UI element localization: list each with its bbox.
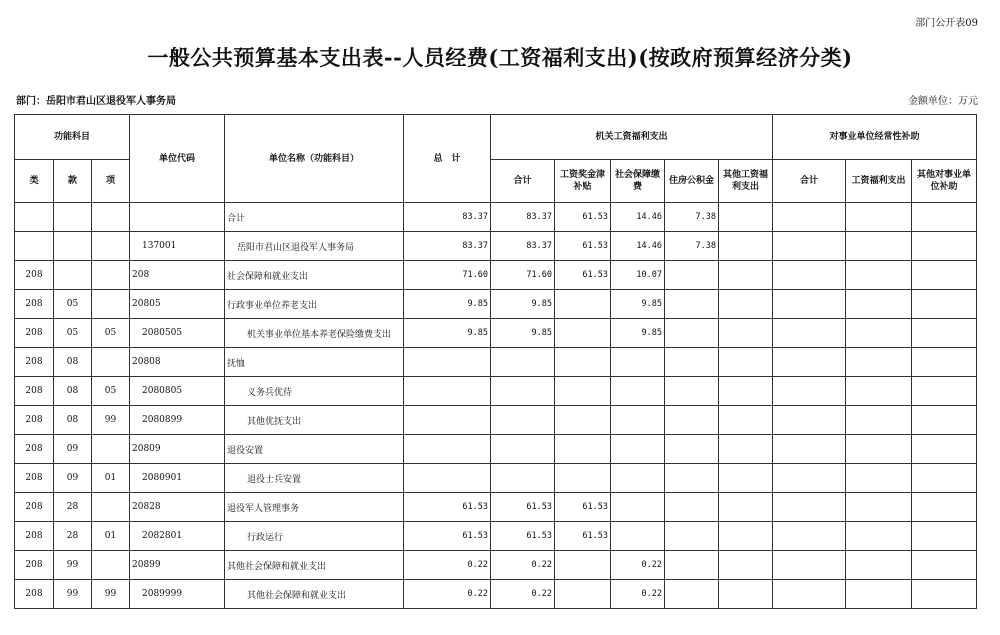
table-row xyxy=(15,377,977,406)
header-org-other: 其他工资福利支出 xyxy=(719,160,773,203)
cell-xiang: 05 xyxy=(92,319,130,348)
header-total: 总 计 xyxy=(404,115,491,203)
cell-lei: 208 xyxy=(15,377,54,406)
cell-org-other xyxy=(719,406,773,435)
cell-unit-name: 行政事业单位养老支出 xyxy=(225,290,404,319)
cell-total: 61.53 xyxy=(404,493,491,522)
cell-org-housing xyxy=(665,493,719,522)
cell-xiang xyxy=(92,348,130,377)
cell-org-other xyxy=(719,435,773,464)
cell-org-other xyxy=(719,580,773,609)
cell-org-other xyxy=(719,203,773,232)
cell-unit-name: 合计 xyxy=(225,203,404,232)
cell-xiang: 99 xyxy=(92,406,130,435)
cell-lei: 208 xyxy=(15,261,54,290)
cell-kuan xyxy=(54,261,92,290)
cell-xiang xyxy=(92,290,130,319)
table-row xyxy=(15,551,977,580)
cell-org-subtotal: 61.53 xyxy=(491,522,555,551)
cell-org-housing: 7.38 xyxy=(665,232,719,261)
cell-pub-salary xyxy=(846,319,912,348)
cell-unit-code: 20828 xyxy=(130,493,225,522)
cell-pub-salary xyxy=(846,580,912,609)
cell-xiang: 05 xyxy=(92,377,130,406)
cell-unit-code: 208 xyxy=(130,261,225,290)
cell-org-social: 9.85 xyxy=(611,290,665,319)
cell-org-housing xyxy=(665,377,719,406)
cell-total xyxy=(404,348,491,377)
cell-pub-subtotal xyxy=(773,522,846,551)
cell-unit-name: 其他社会保障和就业支出 xyxy=(225,580,404,609)
cell-pub-salary xyxy=(846,348,912,377)
cell-pub-other xyxy=(912,319,977,348)
amount-unit-label: 金额单位：万元 xyxy=(908,96,978,107)
cell-org-social xyxy=(611,493,665,522)
cell-org-social xyxy=(611,348,665,377)
cell-org-subtotal: 9.85 xyxy=(491,319,555,348)
cell-org-other xyxy=(719,551,773,580)
cell-org-other xyxy=(719,493,773,522)
budget-table xyxy=(14,114,977,609)
cell-org-housing xyxy=(665,522,719,551)
cell-org-housing xyxy=(665,319,719,348)
cell-org-subtotal: 83.37 xyxy=(491,232,555,261)
cell-org-subtotal: 0.22 xyxy=(491,551,555,580)
cell-org-social: 0.22 xyxy=(611,580,665,609)
cell-org-salary xyxy=(555,319,611,348)
cell-xiang: 01 xyxy=(92,522,130,551)
cell-org-social: 0.22 xyxy=(611,551,665,580)
cell-org-subtotal: 71.60 xyxy=(491,261,555,290)
table-row xyxy=(15,522,977,551)
cell-total xyxy=(404,406,491,435)
cell-xiang xyxy=(92,232,130,261)
cell-pub-salary xyxy=(846,464,912,493)
header-pub-group: 对事业单位经常性补助 xyxy=(773,115,977,160)
cell-pub-other xyxy=(912,580,977,609)
cell-pub-salary xyxy=(846,290,912,319)
cell-total xyxy=(404,377,491,406)
cell-pub-subtotal xyxy=(773,203,846,232)
cell-org-salary: 61.53 xyxy=(555,261,611,290)
cell-unit-code: 20808 xyxy=(130,348,225,377)
cell-org-subtotal xyxy=(491,435,555,464)
cell-org-housing xyxy=(665,464,719,493)
cell-xiang xyxy=(92,261,130,290)
header-pub-subtotal: 合计 xyxy=(773,160,846,203)
cell-org-salary xyxy=(555,377,611,406)
cell-org-subtotal: 61.53 xyxy=(491,493,555,522)
cell-pub-other xyxy=(912,232,977,261)
cell-unit-name: 社会保障和就业支出 xyxy=(225,261,404,290)
cell-org-salary xyxy=(555,580,611,609)
cell-unit-code: 20805 xyxy=(130,290,225,319)
cell-pub-salary xyxy=(846,377,912,406)
cell-org-subtotal xyxy=(491,406,555,435)
cell-pub-salary xyxy=(846,261,912,290)
cell-kuan: 28 xyxy=(54,493,92,522)
cell-org-salary xyxy=(555,464,611,493)
header-org-group: 机关工资福利支出 xyxy=(491,115,773,160)
cell-pub-salary xyxy=(846,493,912,522)
cell-unit-code: 137001 xyxy=(130,232,225,261)
cell-kuan: 08 xyxy=(54,406,92,435)
cell-kuan: 08 xyxy=(54,348,92,377)
cell-unit-name: 行政运行 xyxy=(225,522,404,551)
header-xiang: 项 xyxy=(92,160,130,203)
table-row xyxy=(15,232,977,261)
cell-org-social: 9.85 xyxy=(611,319,665,348)
cell-kuan: 05 xyxy=(54,290,92,319)
cell-pub-subtotal xyxy=(773,551,846,580)
cell-xiang xyxy=(92,493,130,522)
cell-unit-name: 退役军人管理事务 xyxy=(225,493,404,522)
cell-org-social xyxy=(611,377,665,406)
cell-lei: 208 xyxy=(15,551,54,580)
cell-unit-name: 机关事业单位基本养老保险缴费支出 xyxy=(225,319,404,348)
cell-org-subtotal: 0.22 xyxy=(491,580,555,609)
cell-unit-code: 2080805 xyxy=(130,377,225,406)
cell-pub-subtotal xyxy=(773,290,846,319)
cell-total: 0.22 xyxy=(404,551,491,580)
cell-kuan: 99 xyxy=(54,551,92,580)
cell-org-social: 14.46 xyxy=(611,203,665,232)
header-org-social: 社会保障缴费 xyxy=(611,160,665,203)
cell-pub-other xyxy=(912,406,977,435)
cell-org-housing xyxy=(665,580,719,609)
cell-org-other xyxy=(719,290,773,319)
cell-org-housing xyxy=(665,435,719,464)
cell-unit-name: 退役安置 xyxy=(225,435,404,464)
cell-pub-subtotal xyxy=(773,493,846,522)
cell-lei xyxy=(15,203,54,232)
cell-kuan: 99 xyxy=(54,580,92,609)
header-lei: 类 xyxy=(15,160,54,203)
table-row xyxy=(15,319,977,348)
table-row xyxy=(15,493,977,522)
cell-lei: 208 xyxy=(15,435,54,464)
cell-org-other xyxy=(719,261,773,290)
department-label: 部门：岳阳市君山区退役军人事务局 xyxy=(16,96,176,107)
cell-org-other xyxy=(719,522,773,551)
table-row xyxy=(15,290,977,319)
cell-xiang xyxy=(92,551,130,580)
cell-lei: 208 xyxy=(15,406,54,435)
cell-kuan: 08 xyxy=(54,377,92,406)
cell-lei: 208 xyxy=(15,522,54,551)
cell-org-salary xyxy=(555,551,611,580)
cell-total xyxy=(404,435,491,464)
cell-org-other xyxy=(719,377,773,406)
table-row xyxy=(15,261,977,290)
cell-total xyxy=(404,464,491,493)
table-row xyxy=(15,203,977,232)
cell-total: 71.60 xyxy=(404,261,491,290)
cell-lei: 208 xyxy=(15,290,54,319)
cell-pub-subtotal xyxy=(773,406,846,435)
cell-unit-name: 抚恤 xyxy=(225,348,404,377)
cell-org-subtotal xyxy=(491,348,555,377)
cell-pub-other xyxy=(912,261,977,290)
cell-unit-code: 2080505 xyxy=(130,319,225,348)
cell-unit-code: 20899 xyxy=(130,551,225,580)
cell-total: 61.53 xyxy=(404,522,491,551)
cell-org-housing xyxy=(665,551,719,580)
cell-xiang xyxy=(92,435,130,464)
cell-pub-other xyxy=(912,203,977,232)
cell-pub-subtotal xyxy=(773,435,846,464)
cell-unit-name: 其他优抚支出 xyxy=(225,406,404,435)
cell-pub-subtotal xyxy=(773,261,846,290)
cell-org-salary xyxy=(555,406,611,435)
cell-pub-other xyxy=(912,464,977,493)
cell-unit-name: 义务兵优待 xyxy=(225,377,404,406)
table-header xyxy=(15,115,977,203)
cell-kuan: 09 xyxy=(54,435,92,464)
cell-pub-salary xyxy=(846,435,912,464)
form-code: 部门公开表09 xyxy=(915,18,978,29)
header-org-salary: 工资奖金津补贴 xyxy=(555,160,611,203)
cell-kuan xyxy=(54,203,92,232)
cell-org-other xyxy=(719,232,773,261)
cell-pub-salary xyxy=(846,232,912,261)
cell-total: 0.22 xyxy=(404,580,491,609)
cell-pub-salary xyxy=(846,522,912,551)
cell-pub-salary xyxy=(846,406,912,435)
cell-total: 83.37 xyxy=(404,232,491,261)
cell-lei: 208 xyxy=(15,580,54,609)
cell-org-other xyxy=(719,348,773,377)
cell-unit-code: 2082801 xyxy=(130,522,225,551)
table-row xyxy=(15,580,977,609)
header-org-housing: 住房公积金 xyxy=(665,160,719,203)
cell-pub-other xyxy=(912,551,977,580)
cell-kuan: 05 xyxy=(54,319,92,348)
cell-pub-other xyxy=(912,435,977,464)
cell-org-salary: 61.53 xyxy=(555,203,611,232)
cell-org-other xyxy=(719,319,773,348)
cell-org-subtotal xyxy=(491,377,555,406)
cell-pub-other xyxy=(912,522,977,551)
cell-unit-name: 其他社会保障和就业支出 xyxy=(225,551,404,580)
cell-kuan xyxy=(54,232,92,261)
table-row xyxy=(15,435,977,464)
cell-pub-subtotal xyxy=(773,464,846,493)
cell-kuan: 28 xyxy=(54,522,92,551)
header-func-subject: 功能科目 xyxy=(15,115,130,160)
cell-unit-code: 2080899 xyxy=(130,406,225,435)
cell-pub-subtotal xyxy=(773,232,846,261)
header-unit-name: 单位名称（功能科目） xyxy=(225,115,404,203)
cell-org-salary xyxy=(555,348,611,377)
cell-org-social xyxy=(611,464,665,493)
header-pub-salary: 工资福利支出 xyxy=(846,160,912,203)
cell-org-salary xyxy=(555,435,611,464)
cell-xiang: 99 xyxy=(92,580,130,609)
cell-kuan: 09 xyxy=(54,464,92,493)
cell-unit-code: 20809 xyxy=(130,435,225,464)
cell-lei: 208 xyxy=(15,464,54,493)
cell-pub-subtotal xyxy=(773,348,846,377)
cell-pub-subtotal xyxy=(773,580,846,609)
cell-pub-other xyxy=(912,348,977,377)
cell-org-social xyxy=(611,406,665,435)
cell-total: 9.85 xyxy=(404,319,491,348)
cell-total: 83.37 xyxy=(404,203,491,232)
table-row xyxy=(15,464,977,493)
cell-unit-code xyxy=(130,203,225,232)
cell-pub-subtotal xyxy=(773,377,846,406)
cell-unit-name: 岳阳市君山区退役军人事务局 xyxy=(225,232,404,261)
cell-org-salary: 61.53 xyxy=(555,522,611,551)
cell-xiang xyxy=(92,203,130,232)
cell-lei: 208 xyxy=(15,319,54,348)
cell-lei xyxy=(15,232,54,261)
cell-org-social xyxy=(611,435,665,464)
cell-pub-other xyxy=(912,290,977,319)
cell-org-social: 10.07 xyxy=(611,261,665,290)
cell-org-social: 14.46 xyxy=(611,232,665,261)
page-title: 一般公共预算基本支出表--人员经费(工资福利支出)(按政府预算经济分类) xyxy=(147,45,853,70)
cell-org-subtotal: 83.37 xyxy=(491,203,555,232)
cell-org-housing xyxy=(665,406,719,435)
table-row xyxy=(15,348,977,377)
cell-pub-other xyxy=(912,377,977,406)
cell-org-subtotal: 9.85 xyxy=(491,290,555,319)
cell-org-salary: 61.53 xyxy=(555,232,611,261)
cell-org-subtotal xyxy=(491,464,555,493)
cell-pub-other xyxy=(912,493,977,522)
cell-unit-name: 退役士兵安置 xyxy=(225,464,404,493)
cell-org-housing xyxy=(665,261,719,290)
header-pub-other: 其他对事业单位补助 xyxy=(912,160,977,203)
cell-unit-code: 2089999 xyxy=(130,580,225,609)
cell-lei: 208 xyxy=(15,493,54,522)
cell-org-salary: 61.53 xyxy=(555,493,611,522)
cell-pub-subtotal xyxy=(773,319,846,348)
header-org-subtotal: 合计 xyxy=(491,160,555,203)
cell-org-salary xyxy=(555,290,611,319)
cell-org-housing xyxy=(665,348,719,377)
cell-pub-salary xyxy=(846,203,912,232)
header-unit-code: 单位代码 xyxy=(130,115,225,203)
header-kuan: 款 xyxy=(54,160,92,203)
cell-pub-salary xyxy=(846,551,912,580)
table-body xyxy=(15,203,977,609)
cell-org-housing: 7.38 xyxy=(665,203,719,232)
cell-xiang: 01 xyxy=(92,464,130,493)
table-row xyxy=(15,406,977,435)
cell-org-other xyxy=(719,464,773,493)
cell-lei: 208 xyxy=(15,348,54,377)
cell-unit-code: 2080901 xyxy=(130,464,225,493)
cell-org-social xyxy=(611,522,665,551)
cell-org-housing xyxy=(665,290,719,319)
cell-total: 9.85 xyxy=(404,290,491,319)
